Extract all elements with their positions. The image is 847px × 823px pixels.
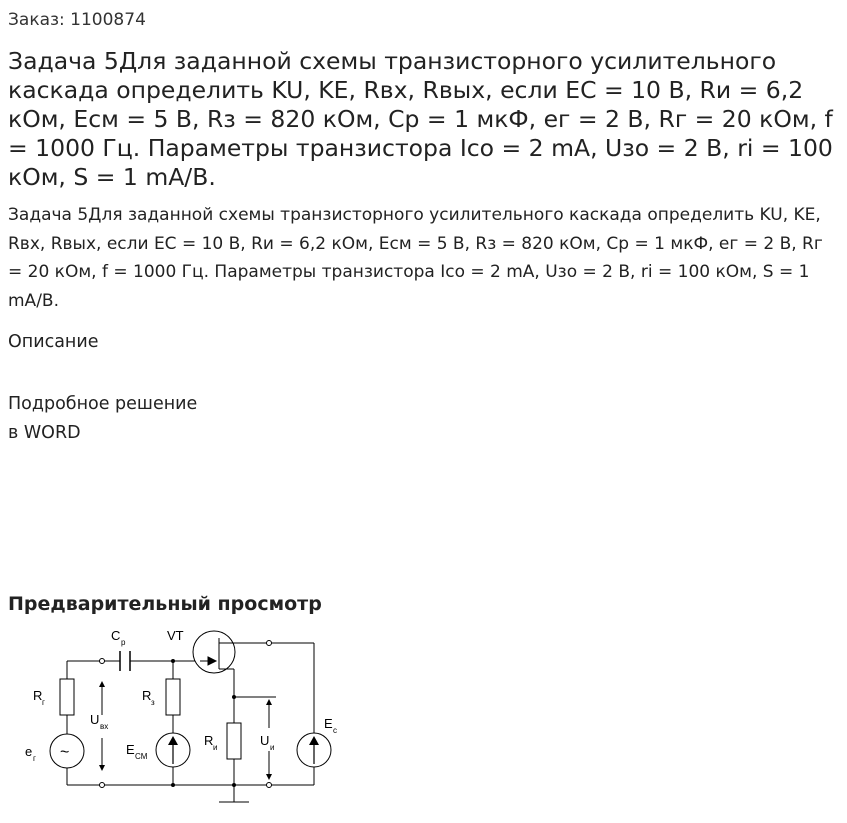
current-source-ec xyxy=(297,733,331,767)
resistor-ri xyxy=(227,723,241,759)
label-ri-sub: и xyxy=(213,743,218,752)
task-title: Задача 5Для заданной схемы транзисторного усилительного каскада определить KU, KE, Rвх, Rвых, если EC = 10 В, Rи = 6,2 кОм, Eсм = 5 В, Rз = 820 кОм, Cр = 1 мкФ, eг = 2 В, Rг = 20 кОм, f = 1000 Гц. Параметры транзистора Iсо = 2 mA, Uзо = 2 В, ri = 100 кОм, S = 1 mA/В. xyxy=(8,47,833,191)
label-rz: R xyxy=(142,688,152,703)
capacitor-cp xyxy=(120,651,130,671)
label-cp-sub: р xyxy=(121,638,126,647)
label-uvx: U xyxy=(90,712,100,727)
tilde-glyph: ~ xyxy=(60,744,70,761)
voltage-arrows xyxy=(102,684,269,777)
label-uvx-sub: вх xyxy=(100,722,109,731)
terminals xyxy=(100,641,275,788)
preview-heading: Предварительный просмотр xyxy=(8,593,322,615)
label-rz-sub: з xyxy=(151,698,155,707)
label-vt: VT xyxy=(167,628,184,643)
label-ui: U xyxy=(260,733,270,748)
label-cp: C xyxy=(111,628,121,643)
solution-label: Подробное решение xyxy=(8,394,198,414)
resistor-rz xyxy=(166,679,180,715)
label-ui-sub: и xyxy=(270,743,275,752)
label-ri: R xyxy=(204,733,214,748)
task-description: Задача 5Для заданной схемы транзисторного усилительного каскада определить KU, KE, Rвх, Rвых, если EC = 10 В, Rи = 6,2 кОм, Eсм = 5 В, Rз = 820 кОм, Cр = 1 мкФ, eг = 2 В, Rг = 20 кОм, f = 1000 Гц. Параметры транзистора Iсо = 2 mA, Uзо = 2 В, ri = 100 кОм, S = 1 mA/В. xyxy=(8,205,823,311)
label-ec: E xyxy=(324,716,333,731)
format-label: в WORD xyxy=(8,423,81,443)
transistor-vt xyxy=(193,631,235,673)
description-label: Описание xyxy=(8,332,99,352)
order-number: Заказ: 1100874 xyxy=(8,10,146,30)
label-ec-sub: с xyxy=(333,726,337,735)
label-esm-sub: СМ xyxy=(135,752,148,761)
current-source-esm xyxy=(156,733,190,767)
circuit-schematic xyxy=(0,618,380,823)
label-rg: R xyxy=(33,688,43,703)
label-eg: e xyxy=(25,744,33,759)
label-rg-sub: г xyxy=(42,698,45,707)
resistor-rg xyxy=(60,679,74,715)
label-eg-sub: г xyxy=(33,754,36,763)
junction-dots xyxy=(171,659,236,787)
label-esm: E xyxy=(126,742,135,757)
